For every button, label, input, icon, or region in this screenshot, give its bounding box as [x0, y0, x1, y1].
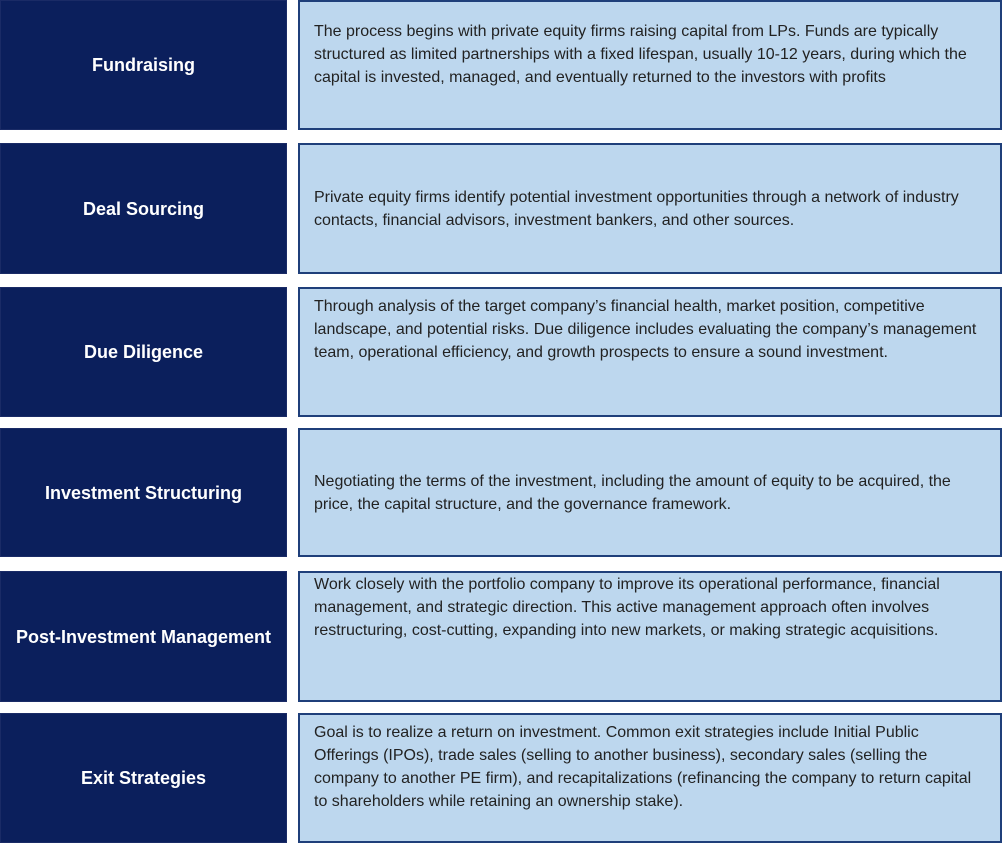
- stage-description: Negotiating the terms of the investment, including the amount of equity to be acquired, the price, the capital structure, and the governance framework.: [314, 472, 951, 513]
- stage-row-due-diligence: [0, 287, 1002, 417]
- stage-description-box: [298, 0, 1002, 130]
- stage-title-box: [0, 428, 287, 557]
- stage-description: Work closely with the portfolio company to improve its operational performance, financial management, and strategic direction. This active management approach often involves restructuring, cost-cutting, expanding into new markets, or making strategic acquisitions.: [314, 576, 940, 639]
- stage-description-box: [298, 713, 1002, 843]
- stage-title-box: [0, 143, 287, 274]
- stage-title-box: [0, 713, 287, 843]
- stage-row-fundraising: [0, 0, 1002, 130]
- stage-description: The process begins with private equity firms raising capital from LPs. Funds are typically structured as limited partnerships with a fixed lifespan, usually 10-12 years, during which the capital is invested, managed, and eventually returned to the investors with profits: [314, 23, 967, 86]
- stage-row-deal-sourcing: [0, 143, 1002, 274]
- stage-description: Through analysis of the target company’s financial health, market position, competitive landscape, and potential risks. Due diligence includes evaluating the company’s management team, operational efficiency, and growth prospects to ensure a sound investment.: [314, 298, 977, 361]
- stage-description-box: [298, 287, 1002, 417]
- stage-title: Exit Strategies: [80, 768, 207, 788]
- stage-title: Post-Investment Management: [15, 626, 272, 647]
- stage-title-box: [0, 571, 287, 702]
- stage-title: Due Diligence: [83, 342, 204, 362]
- stage-description: Private equity firms identify potential investment opportunities through a network of industry contacts, financial advisors, investment bankers, and other sources.: [314, 188, 959, 229]
- stage-row-exit-strategies: [0, 713, 1002, 843]
- stage-title-box: [0, 0, 287, 130]
- stage-title: Deal Sourcing: [82, 198, 205, 219]
- stage-title: Fundraising: [92, 55, 195, 75]
- stage-row-post-investment-management: [0, 571, 1002, 702]
- stage-title: Investment Structuring: [44, 482, 243, 503]
- stage-row-investment-structuring: [0, 428, 1002, 557]
- stage-description: Goal is to realize a return on investment. Common exit strategies include Initial Public Offerings (IPOs), trade sales (selling to another business), secondary sales (selling the company to another PE firm), and recapitalizations (refinancing the company to return capital to shareholders while retaining an ownership stake).: [314, 724, 972, 810]
- stage-description-box: [298, 571, 1002, 702]
- stage-description-box: [298, 428, 1002, 557]
- stage-title-box: [0, 287, 287, 417]
- stage-description-box: [298, 143, 1002, 274]
